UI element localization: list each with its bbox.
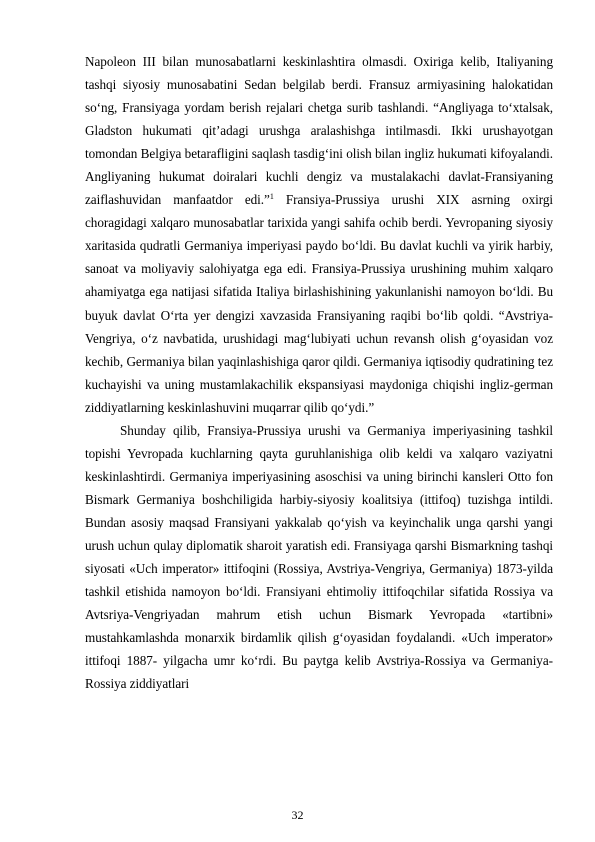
paragraph-text: Fransiya-Prussiya urushi XIX asrning oxirgi choragidagi xalqaro munosabatlar tarixida yangi sahifa ochib berdi. Yevropaning siyosiy xaritasida qudratli Germaniya imperiyasi paydo bo‘ldi. Bu davlat kuchli va yirik harbiy, sanoat va moliyaviy salohiyatga ega edi. Fransiya-Prussiya urushining muhim xalqaro ahamiyatga ega natijasi sifatida Italiya birlashishining yakunlanishi namoyon bo‘ldi. Bu buyuk davlat O‘rta yer dengizi xavzasida Fransiyaning raqibi bo‘lib qoldi. “Avstriya-Vengriya, o‘z navbatida, urushidagi mag‘lubiyati uchun revansh olish g‘oyasidan voz kechib, Germaniya bilan yaqinlashishiga qaror qildi. Germaniya iqtisodiy qudratining tez kuchayishi va uning mustamlakachilik ekspansiyasi maydoniga chiqishi ingliz-german ziddiyatlarning keskinlashuvini muqarrar qilib qo‘ydi.”	[85, 192, 553, 415]
paragraph-text: Napoleon III bilan munosabatlarni keskinlashtira olmasdi. Oxiriga kelib, Italiyaning tashqi siyosiy munosabatini Sedan belgilab berdi. Fransuz armiyasining halokatidan so‘ng, Fransiyaga yordam berish rejalari chetga surib tashlandi. “Angliyaga to‘xtalsak, Gladston hukumati qit’adagi urushga aralashishga intilmasdi. Ikki urushayotgan tomondan Belgiya betarafligini saqlash tasdig‘ini olish bilan ingliz hukumati kifoyalandi. Angliyaning hukumat doiralari kuchli dengiz va mustalakachi davlat-Fransiyaning zaiflashuvidan manfaatdor edi.”	[85, 54, 553, 208]
footnote-reference[interactable]: 1	[269, 192, 274, 202]
paragraph-text: Shunday qilib, Fransiya-Prussiya urushi va Germaniya imperiyasining tashkil topishi Yevropada kuchlarning qayta guruhlanishiga olib keldi va xalqaro vaziyatni keskinlashtirdi. Germaniya imperiyasining asoschisi va uning birinchi kansleri Otto fon Bismark Germaniya boshchiligida harbiy-siyosiy koalitsiya (ittifoq) tuzishga intildi. Bundan asosiy maqsad Fransiyani yakkalab qo‘yish va keyinchalik unga qarshi yangi urush uchun qulay diplomatik sharoit yaratish edi. Fransiyaga qarshi Bismarkning tashqi siyosati «Uch imperator» ittifoqini (Rossiya, Avstriya-Vengriya, Germaniya) 1873-yilda tashkil etishida namoyon bo‘ldi. Fransiyani ehtimoliy ittifoqchilar sifatida Rossiya va Avtsriya-Vengriyadan mahrum etish uchun Bismark Yevropada «tartibni» mustahkamlashda monarxik birdamlik qilish g‘oyasidan foydalandi. «Uch imperator» ittifoqi 1887- yilgacha umr ko‘rdi. Bu paytga kelib Avstriya-Rossiya va Germaniya-Rossiya ziddiyatlari	[85, 422, 553, 692]
paragraph	[85, 50, 553, 419]
paragraph	[85, 419, 553, 696]
body-text	[85, 50, 553, 695]
page-number: 32	[291, 808, 304, 822]
